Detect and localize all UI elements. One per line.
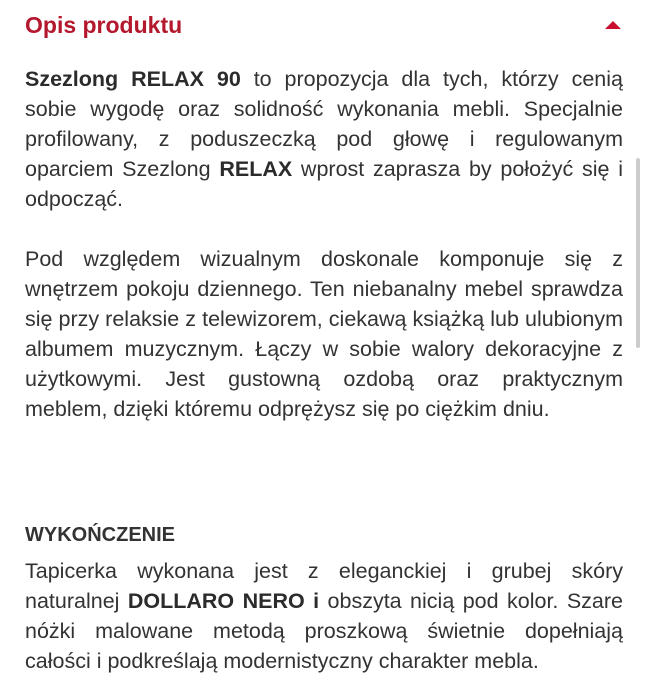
- product-description-header[interactable]: [0, 0, 648, 52]
- product-name-bold: Szezlong RELAX 90: [25, 67, 241, 91]
- leather-name-bold: DOLLARO NERO i: [127, 589, 320, 613]
- paragraph-text: wprost zaprasza by położyć się i odpocząć.: [25, 157, 623, 211]
- description-paragraph-1: [25, 64, 623, 214]
- paragraph-text: to propozycja dla tych, którzy cenią sobie wygodę oraz solidność wykonania mebli. Specjalnie profilowany, z poduszeczką pod głowę i regulowanym oparciem Szezlong: [25, 67, 623, 181]
- section-title: Opis produktu: [25, 12, 183, 38]
- finish-paragraph: [25, 556, 623, 676]
- paragraph-text: obszyta nicią pod kolor. Szare nóżki malowane metodą proszkową świetnie dopełniają całości i podkreślają modernistyczny charakter mebla.: [25, 589, 623, 673]
- paragraph-text: Tapicerka wykonana jest z eleganckiej i grubej skóry naturalnej: [25, 559, 623, 613]
- description-paragraph-2: Pod względem wizualnym doskonale komponuje się z wnętrzem pokoju dziennego. Ten niebanalny mebel sprawdza się przy relaksie z telewizorem, ciekawą książką lub ulubionym albumem muzycznym. Łączy w sobie walory dekoracyjne z użytkowymi. Jest gustowną ozdobą oraz praktycznym meblem, dzięki któremu odprężysz się po ciężkim dniu.: [25, 247, 623, 421]
- product-series-bold: RELAX: [219, 157, 293, 181]
- collapse-toggle-button[interactable]: [600, 14, 626, 36]
- vertical-scrollbar-thumb[interactable]: [636, 158, 640, 348]
- finish-section-heading: WYKOŃCZENIE: [25, 524, 175, 546]
- caret-up-icon: [605, 21, 621, 29]
